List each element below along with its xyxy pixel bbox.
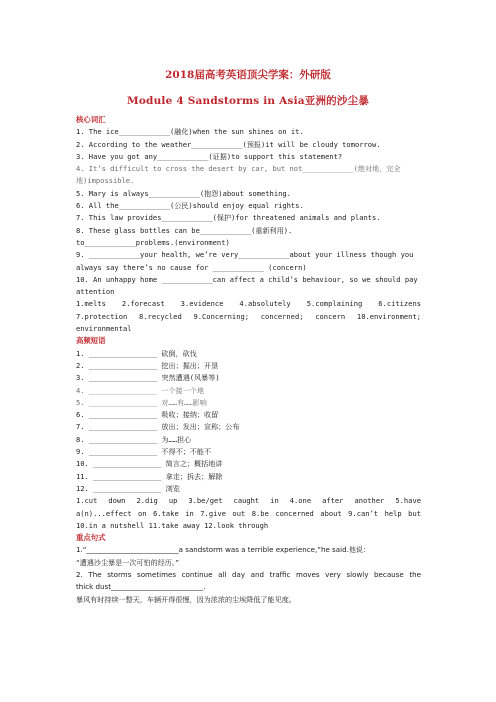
vocab-line: 3. Have you got any____________(证据)to support this statement?	[76, 151, 343, 161]
sentence-line: 暴风有时持续一整天，车辆开得很慢，因为浓浓的尘埃降低了能见度。	[76, 594, 296, 604]
phrase-answer-line: a(n)...effect on 6.take in 7.give out 8.be concerned about 9.can’t help but	[76, 508, 421, 518]
phrase-item: 4. ________________ 一个接一个地	[76, 385, 204, 395]
vocab-answer-line: 1.melts 2.forecast 3.evidence 4.absolutely 5.complaining 6.citizens	[76, 299, 421, 309]
module-title: Module 4 Sandstorms in Asia亚洲的沙尘暴	[127, 95, 369, 107]
document-title: 2018届高考英语顶尖学案：外研版	[165, 69, 331, 81]
phrase-item: 8. ________________ 为……担心	[76, 434, 192, 444]
vocab-line: 1. The ice____________(融化)when the sun shines on it.	[76, 127, 304, 137]
section-heading-vocab: 核心词汇	[76, 115, 106, 124]
vocab-line: 7. This law provides____________(保护)for threatened animals and plants.	[76, 213, 381, 223]
section-heading-sentences: 重点句式	[76, 533, 106, 543]
sentence-line: 1.“__________________________a sandstorm was a terrible experience,”he said.他说：	[76, 545, 371, 555]
vocab-line: 8. These glass bottles can be____________(重新利用).	[76, 225, 293, 235]
vocab-line: 5. Mary is always____________(抱怨)about something.	[76, 188, 291, 198]
vocab-answer-line: 7.protection 8.recycled 9.Concerning; concerned; concern 10.environment;	[76, 311, 421, 321]
sentence-line: “遭遇沙尘暴是一次可怕的经历。”	[76, 557, 180, 567]
vocab-line: 2. According to the weather____________(预报)it will be cloudy tomorrow.	[76, 139, 381, 149]
phrase-item: 12. ________________ 浏览	[76, 483, 180, 493]
vocab-line: 4. It’s difficult to cross the desert by car, but not____________(绝对地，完全	[76, 164, 401, 174]
phrase-item: 2. ________________ 挖出；掘出；开垦	[76, 360, 219, 370]
phrase-item: 1. ________________ 砍倒，砍伐	[76, 348, 197, 358]
vocab-line: 6. All the____________(公民)should enjoy equal rights.	[76, 201, 304, 211]
sentence-line: thick dust__________________________.	[76, 582, 206, 592]
document-body	[76, 114, 421, 606]
vocab-line: always say there’s no cause for ____________ (concern)	[76, 262, 307, 272]
vocab-line: to____________problems.(environment)	[76, 237, 230, 247]
phrase-answer-line: 10.in a nutshell 11.take away 12.look through	[76, 520, 269, 530]
section-heading-phrases: 高频短语	[76, 336, 106, 346]
vocab-line: 9. ____________your health, we’re very____________about your illness though you	[76, 250, 414, 260]
phrase-item: 6. ________________ 吸收；接纳；收留	[76, 410, 219, 420]
phrase-item: 9. ________________ 不得不；不能不	[76, 447, 212, 457]
phrase-item: 10. ________________ 简言之；概括地讲	[76, 459, 223, 469]
phrase-item: 11. ________________ 拿走；拆去；解除	[76, 471, 223, 481]
sentence-line: 2. The storms sometimes continue all day and traffic moves very slowly because the	[76, 569, 421, 579]
phrase-item: 5. ________________ 对……有……影响	[76, 397, 207, 407]
phrase-item: 3. ________________ 突然遭遇(风暴等)	[76, 373, 220, 383]
phrase-answer-line: 1.cut down 2.dig up 3.be/get caught in 4.one after another 5.have	[76, 496, 421, 506]
vocab-line: 地)impossible.	[76, 176, 135, 186]
phrase-item: 7. ________________ 放出；发出；宣称；公布	[76, 422, 240, 432]
vocab-line: attention	[76, 287, 115, 297]
vocab-answer-line: environmental	[76, 324, 132, 334]
vocab-line: 10. An unhappy home ____________can affect a child’s behaviour, so we should pay	[76, 274, 418, 284]
